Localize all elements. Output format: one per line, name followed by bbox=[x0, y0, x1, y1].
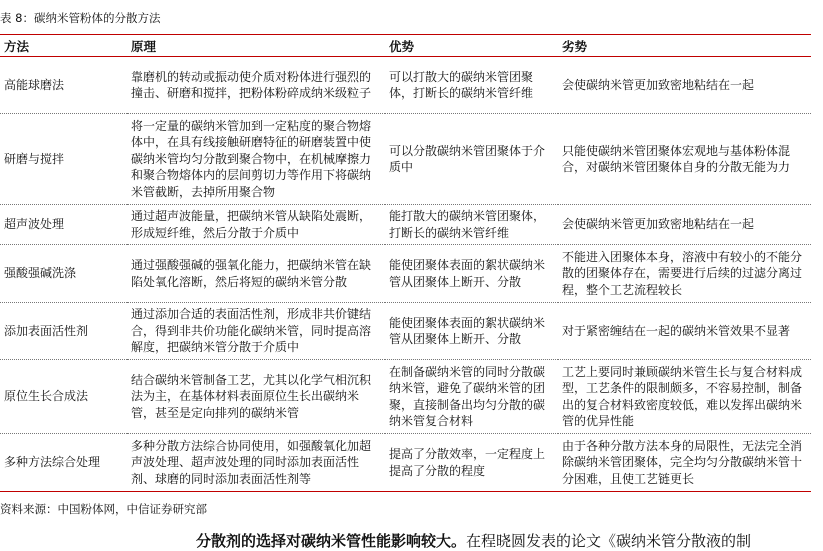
table-row bbox=[0, 434, 811, 492]
header-principle: 原理 bbox=[127, 35, 385, 57]
advantage-cell: 能使团聚体表面的絮状碳纳米管从团聚体上断开、分散 bbox=[385, 245, 558, 303]
disadvantage-cell: 由于各种分散方法本身的局限性，无法完全消除碳纳米管团聚体，完全均匀分散碳纳米管十分困难，且使工艺链更长 bbox=[558, 434, 811, 492]
disadvantage-cell: 只能使碳纳米管团聚体宏观地与基体粉体混合，对碳纳米管团聚体自身的分散无能为力 bbox=[558, 114, 811, 205]
header-advantage: 优势 bbox=[385, 35, 558, 57]
disadvantage-cell: 会使碳纳米管更加致密地粘结在一起 bbox=[558, 57, 811, 114]
header-method: 方法 bbox=[0, 35, 127, 57]
body-bold-lead: 分散剂的选择对碳纳米管性能影响较大。 bbox=[196, 532, 467, 550]
table-row bbox=[0, 114, 811, 205]
principle-cell: 多种分散方法综合协同使用，如强酸氧化加超声波处理、超声波处理的同时添加表面活性剂、球磨的同时添加表面活性剂等 bbox=[127, 434, 385, 492]
table-header-row bbox=[0, 35, 811, 57]
principle-cell: 通过添加合适的表面活性剂，形成非共价键结合，得到非共价功能化碳纳米管，同时提高溶解度，把碳纳米管分散于介质中 bbox=[127, 303, 385, 360]
principle-cell: 靠磨机的转动或振动使介质对粉体进行强烈的撞击、研磨和搅拌，把粉体粉碎成纳米级粒子 bbox=[127, 57, 385, 114]
principle-cell: 将一定量的碳纳米管加到一定粘度的聚合物熔体中，在具有线接触研磨特征的研磨装置中使碳纳米管均匀分散到聚合物中，在机械摩擦力和聚合物熔体内的层间剪切力等作用下将碳纳米管截断，去掉所用聚合物 bbox=[127, 114, 385, 205]
body-normal-text: 在程晓圆发表的论文《碳纳米管分散液的制 bbox=[466, 532, 752, 550]
header-disadvantage: 劣势 bbox=[558, 35, 811, 57]
principle-cell: 结合碳纳米管制备工艺，尤其以化学气相沉积法为主，在基体材料表面原位生长出碳纳米管，甚至是定向排列的碳纳米管 bbox=[127, 360, 385, 434]
method-cell: 强酸强碱洗涤 bbox=[0, 245, 127, 303]
table-row bbox=[0, 205, 811, 245]
table-caption: 表 8：碳纳米管粉体的分散方法 bbox=[0, 11, 161, 25]
advantage-cell: 可以打散大的碳纳米管团聚体，打断长的碳纳米管纤维 bbox=[385, 57, 558, 114]
table-row bbox=[0, 245, 811, 303]
method-cell: 高能球磨法 bbox=[0, 57, 127, 114]
disadvantage-cell: 不能进入团聚体本身，溶液中有较小的不能分散的团聚体存在，需要进行后续的过滤分离过程，整个工艺流程较长 bbox=[558, 245, 811, 303]
method-cell: 原位生长合成法 bbox=[0, 360, 127, 434]
principle-cell: 通过超声波能量，把碳纳米管从缺陷处震断，形成短纤维，然后分散于介质中 bbox=[127, 205, 385, 245]
advantage-cell: 能使团聚体表面的絮状碳纳米管从团聚体上断开、分散 bbox=[385, 303, 558, 360]
body-paragraph bbox=[196, 531, 751, 551]
method-cell: 研磨与搅拌 bbox=[0, 114, 127, 205]
disadvantage-cell: 会使碳纳米管更加致密地粘结在一起 bbox=[558, 205, 811, 245]
dispersion-methods-table bbox=[0, 34, 811, 492]
advantage-cell: 提高了分散效率，一定程度上提高了分散的程度 bbox=[385, 434, 558, 492]
table-row bbox=[0, 57, 811, 114]
advantage-cell: 可以分散碳纳米管团聚体于介质中 bbox=[385, 114, 558, 205]
method-cell: 多种方法综合处理 bbox=[0, 434, 127, 492]
disadvantage-cell: 工艺上要同时兼顾碳纳米管生长与复合材料成型，工艺条件的限制颇多，不容易控制，制备出的复合材料致密度较低，难以发挥出碳纳米管的优异性能 bbox=[558, 360, 811, 434]
method-cell: 添加表面活性剂 bbox=[0, 303, 127, 360]
advantage-cell: 能打散大的碳纳米管团聚体，打断长的碳纳米管纤维 bbox=[385, 205, 558, 245]
method-cell: 超声波处理 bbox=[0, 205, 127, 245]
source-note: 资料来源：中国粉体网，中信证券研究部 bbox=[0, 502, 207, 516]
disadvantage-cell: 对于紧密缠结在一起的碳纳米管效果不显著 bbox=[558, 303, 811, 360]
table-row bbox=[0, 360, 811, 434]
principle-cell: 通过强酸强碱的强氧化能力，把碳纳米管在缺陷处氧化溶断，然后将短的碳纳米管分散 bbox=[127, 245, 385, 303]
advantage-cell: 在制备碳纳米管的同时分散碳纳米管，避免了碳纳米管的团聚，直接制备出均匀分散的碳纳米管复合材料 bbox=[385, 360, 558, 434]
table-row bbox=[0, 303, 811, 360]
